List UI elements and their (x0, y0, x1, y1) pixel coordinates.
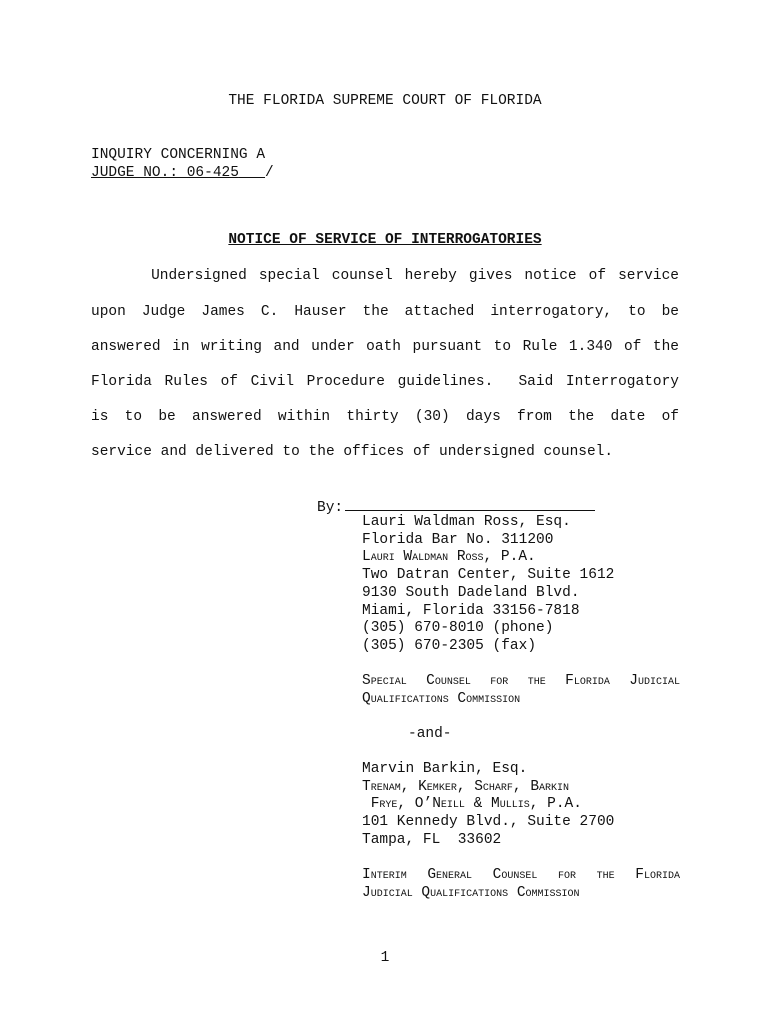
body-line-3: answered in writing and under oath pursuant to Rule 1.340 of the (91, 339, 679, 355)
notice-title: NOTICE OF SERVICE OF INTERROGATORIES (228, 232, 542, 248)
counsel-2-firm-1: Trenam, Kemker, Scharf, Barkin (362, 778, 570, 795)
judge-number: JUDGE NO.: 06-425 (91, 165, 239, 181)
counsel-1-firm: Lauri Waldman Ross, P.A. (362, 549, 536, 566)
court-title: THE FLORIDA SUPREME COURT OF FLORIDA (228, 93, 542, 109)
body-line-2: upon Judge James C. Hauser the attached interrogatory, to be (91, 304, 679, 320)
counsel-2-block (362, 761, 614, 850)
counsel-1-city: Miami, Florida 33156-7818 (362, 602, 580, 619)
counsel-2-city: Tampa, FL 33602 (362, 831, 502, 848)
page-number: 1 (380, 950, 390, 966)
counsel-1-bar: Florida Bar No. 311200 (362, 531, 554, 548)
body-line-1: Undersigned special counsel hereby gives notice of service (91, 268, 679, 284)
by-label: By: (317, 500, 344, 516)
counsel-2-role-line-1: Interim General Counsel for the Florida (362, 867, 680, 883)
counsel-2-role-line-2: Judicial Qualifications Commission (362, 884, 580, 901)
counsel-1-name: Lauri Waldman Ross, Esq. (362, 514, 571, 530)
caption-line-1: INQUIRY CONCERNING A (91, 147, 266, 163)
case-caption (91, 146, 274, 182)
counsel-2-role (362, 867, 680, 902)
caption-slash: / (265, 165, 274, 181)
counsel-1-phone: (305) 670-8010 (phone) (362, 620, 554, 637)
and-separator: -and- (408, 726, 452, 742)
counsel-1-fax: (305) 670-2305 (fax) (362, 637, 537, 654)
signature-line (345, 496, 595, 511)
counsel-1-block (362, 514, 614, 656)
counsel-2-firm-2: Frye, O’Neill & Mullis, P.A. (362, 796, 582, 813)
body-line-5: is to be answered within thirty (30) days from the date of (91, 409, 679, 425)
body-line-6: service and delivered to the offices of undersigned counsel. (91, 444, 614, 460)
body-line-4: Florida Rules of Civil Procedure guidelines. Said Interrogatory (91, 374, 679, 390)
counsel-1-address-1: Two Datran Center, Suite 1612 (362, 567, 615, 584)
counsel-1-role-line-1: Special Counsel for the Florida Judicial (362, 673, 680, 689)
counsel-2-name: Marvin Barkin, Esq. (362, 761, 528, 777)
counsel-1-role (362, 673, 680, 708)
caption-line-2 (91, 164, 274, 182)
signature-by (317, 496, 595, 516)
counsel-1-role-line-2: Qualifications Commission (362, 690, 521, 707)
counsel-1-address-2: 9130 South Dadeland Blvd. (362, 584, 580, 601)
counsel-2-address: 101 Kennedy Blvd., Suite 2700 (362, 814, 615, 831)
